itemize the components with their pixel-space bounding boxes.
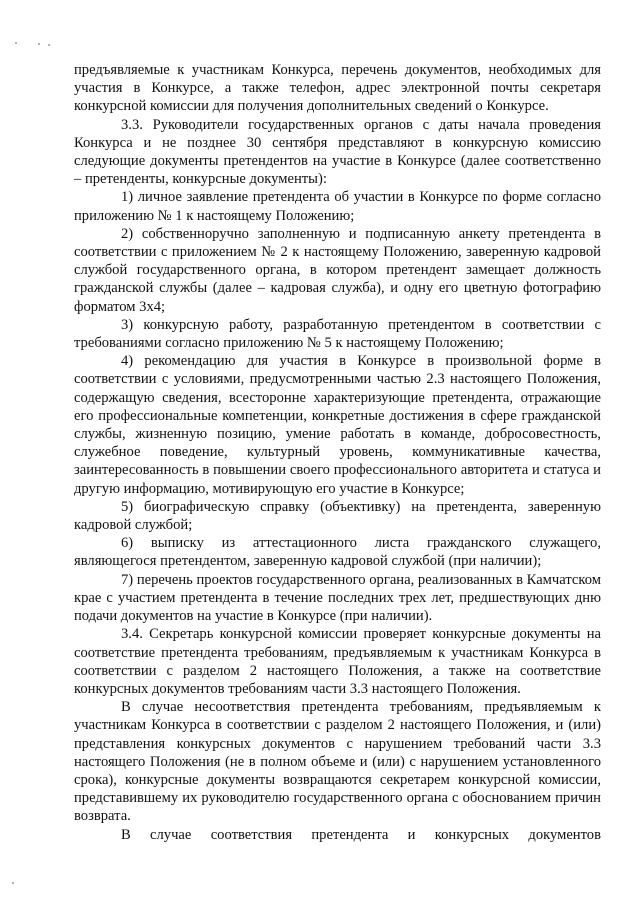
paragraph-3-4: 3.4. Секретарь конкурсной комиссии проверяет конкурсные документы на соответствие претендента требованиям, предъявляемым к участникам Конкурса в соответствии с разделом 2 настоящего Положения, а также на соответствие конкурсных документов требованиям части 3.3 настоящего Положения.	[74, 626, 601, 697]
scan-speck	[15, 42, 17, 44]
list-item-3: 3) конкурсную работу, разработанную претендентом в соответствии с требованиями согласно приложению № 5 к настоящему Положению;	[74, 316, 601, 352]
list-item-7: 7) перечень проектов государственного органа, реализованных в Камчатском крае с участием претендента в течение последних трех лет, предшествующих дню подачи документов на участие в Конкурсе (при наличии).	[74, 571, 601, 625]
list-item-2: 2) собственноручно заполненную и подписанную анкету претендента в соответствии с приложением № 2 к настоящему Положению, заверенную кадровой службой государственного органа, в котором претендент замещает должность гражданской службы (далее – кадровая служба), и одну его цветную фотографию форматом 3х4;	[74, 225, 601, 315]
scan-speck	[12, 882, 14, 884]
document-body	[74, 61, 601, 844]
paragraph-continuation: предъявляемые к участникам Конкурса, перечень документов, необходимых для участия в Конкурсе, а также телефон, адрес электронной почты секретаря конкурсной комиссии для получения дополнительных сведений о Конкурсе.	[74, 62, 601, 115]
paragraph-match-case: В случае соответствия претендента и конкурсных документов	[121, 826, 601, 843]
list-item-5: 5) биографическую справку (объективку) на претендента, заверенную кадровой службой;	[74, 498, 601, 534]
list-item-4: 4) рекомендацию для участия в Конкурсе в произвольной форме в соответствии с условиями, предусмотренными частью 2.3 настоящего Положения, содержащую сведения, всесторонне характеризующие претендента, отражающие его профессиональные компетенции, конкретные достижения в сфере гражданской службы, жизненную позицию, умение работать в команде, добросовестность, служебное поведение, культурный уровень, коммуникативные качества, заинтересованность в повышении своего профессионального авторитета и статуса и другую информацию, мотивирующую его участие в Конкурсе;	[74, 353, 601, 497]
paragraph-3-3: 3.3. Руководители государственных органов с даты начала проведения Конкурса и не позднее 30 сентября представляют в конкурсную комиссию следующие документы претендентов на участие в Конкурсе (далее соответственно – претенденты, конкурсные документы):	[74, 116, 601, 188]
paragraph-mismatch-case: В случае несоответствия претендента требованиям, предъявляемым к участникам Конкурса в соответствии с разделом 2 настоящего Положения, и (или) представления конкурсных документов с нарушением требований части 3.3 настоящего Положения (не в полном объеме и (или) с нарушением установленного срока), конкурсные документы возвращаются секретарем конкурсной комиссии, представившему их руководителю государственного органа с обоснованием причин возврата.	[74, 699, 601, 825]
scan-speck	[38, 43, 40, 45]
scan-speck	[48, 44, 50, 46]
list-item-6: 6) выписку из аттестационного листа гражданского служащего, являющегося претендентом, заверенную кадровой службой (при наличии);	[74, 535, 601, 570]
list-item-1: 1) личное заявление претендента об участии в Конкурсе по форме согласно приложению № 1 к настоящему Положению;	[74, 189, 601, 224]
